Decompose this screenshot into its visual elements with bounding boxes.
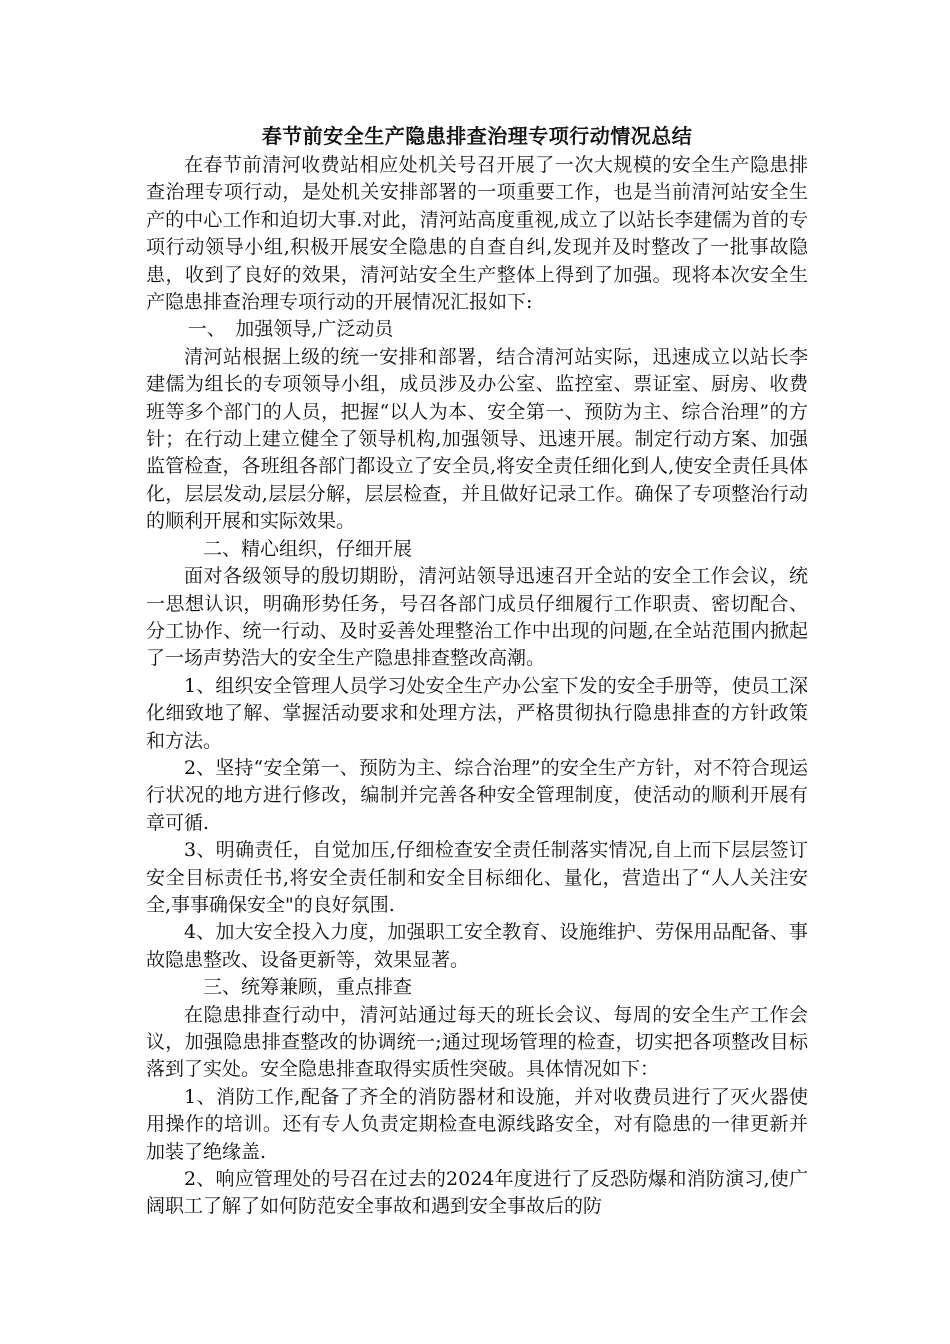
section-heading-3: 三、统筹兼顾，重点排查: [203, 976, 413, 999]
section-1-paragraph: 清河站根据上级的统一安排和部署，结合清河站实际，迅速成立以站长李建儒为组长的专项领导小组，成员涉及办公室、监控室、票证室、厨房、收费班等多个部门的人员，把握“以人为本、安全第一、预防为主、综合治理”的方针；在行动上建立健全了领导机构,加强领导、迅速开展。制定行动方案、加强监管检查，各班组各部门都设立了安全员,将安全责任细化到人,使安全责任具体化，层层发动,层层分解，层层检查，并且做好记录工作。确保了专项整治行动的顺利开展和实际效果。: [146, 345, 808, 533]
document-page: [146, 122, 808, 1221]
section-3-item-1: 1、消防工作,配备了齐全的消防器材和设施，并对收费员进行了灭火器使用操作的培训。还有专人负责定期检查电源线路安全，对有隐患的一律更新并加装了绝缘盖.: [146, 1085, 808, 1163]
section-3-paragraph: 在隐患排查行动中，清河站通过每天的班长会议、每周的安全生产工作会议，加强隐患排查整改的协调统一;通过现场管理的检查，切实把各项整改目标落到了实处。安全隐患排查取得实质性突破。具体情况如下：: [146, 1003, 808, 1081]
section-2-item-2: 2、坚持“安全第一、预防为主、综合治理”的安全生产方针，对不符合现运行状况的地方进行修改，编制并完善各种安全管理制度，使活动的顺利开展有章可循.: [146, 756, 808, 834]
section-3-item-2: 2、响应管理处的号召在过去的2024年度进行了反恐防爆和消防演习,使广阔职工了解了如何防范安全事故和遇到安全事故后的防: [146, 1168, 808, 1218]
section-heading-2: 二、精心组织，仔细开展: [203, 537, 413, 560]
section-2-item-4: 4、加大安全投入力度，加强职工安全教育、设施维护、劳保用品配备、事故隐患整改、设备更新等，效果显著。: [146, 921, 808, 971]
intro-paragraph: 在春节前清河收费站相应处机关号召开展了一次大规模的安全生产隐患排查治理专项行动，是处机关安排部署的一项重要工作，也是当前清河站安全生产的中心工作和迫切大事.对此，清河站高度重视,成立了以站长李建儒为首的专项行动领导小组,积极开展安全隐患的自查自纠,发现并及时整改了一批事故隐患，收到了良好的效果，清河站安全生产整体上得到了加强。现将本次安全生产隐患排查治理专项行动的开展情况汇报如下:: [146, 154, 808, 314]
section-2-item-1: 1、组织安全管理人员学习处安全生产办公室下发的安全手册等，使员工深化细致地了解、掌握活动要求和处理方法，严格贯彻执行隐患排查的方针政策和方法。: [146, 674, 808, 752]
document-title: 春节前安全生产隐患排查治理专项行动情况总结: [261, 124, 693, 148]
section-heading-1: 一、 加强领导,广泛动员: [187, 318, 394, 341]
section-2-paragraph: 面对各级领导的殷切期盼，清河站领导迅速召开全站的安全工作会议，统一思想认识，明确形势任务，号召各部门成员仔细履行工作职责、密切配合、分工协作、统一行动、及时妥善处理整治工作中出现的问题,在全站范围内掀起了一场声势浩大的安全生产隐患排查整改高潮。: [146, 565, 808, 670]
section-2-item-3: 3、明确责任，自觉加压,仔细检查安全责任制落实情况,自上而下层层签订安全目标责任书,将安全责任制和安全目标细化、量化，营造出了“人人关注安全,事事确保安全"的良好氛围.: [146, 839, 808, 916]
